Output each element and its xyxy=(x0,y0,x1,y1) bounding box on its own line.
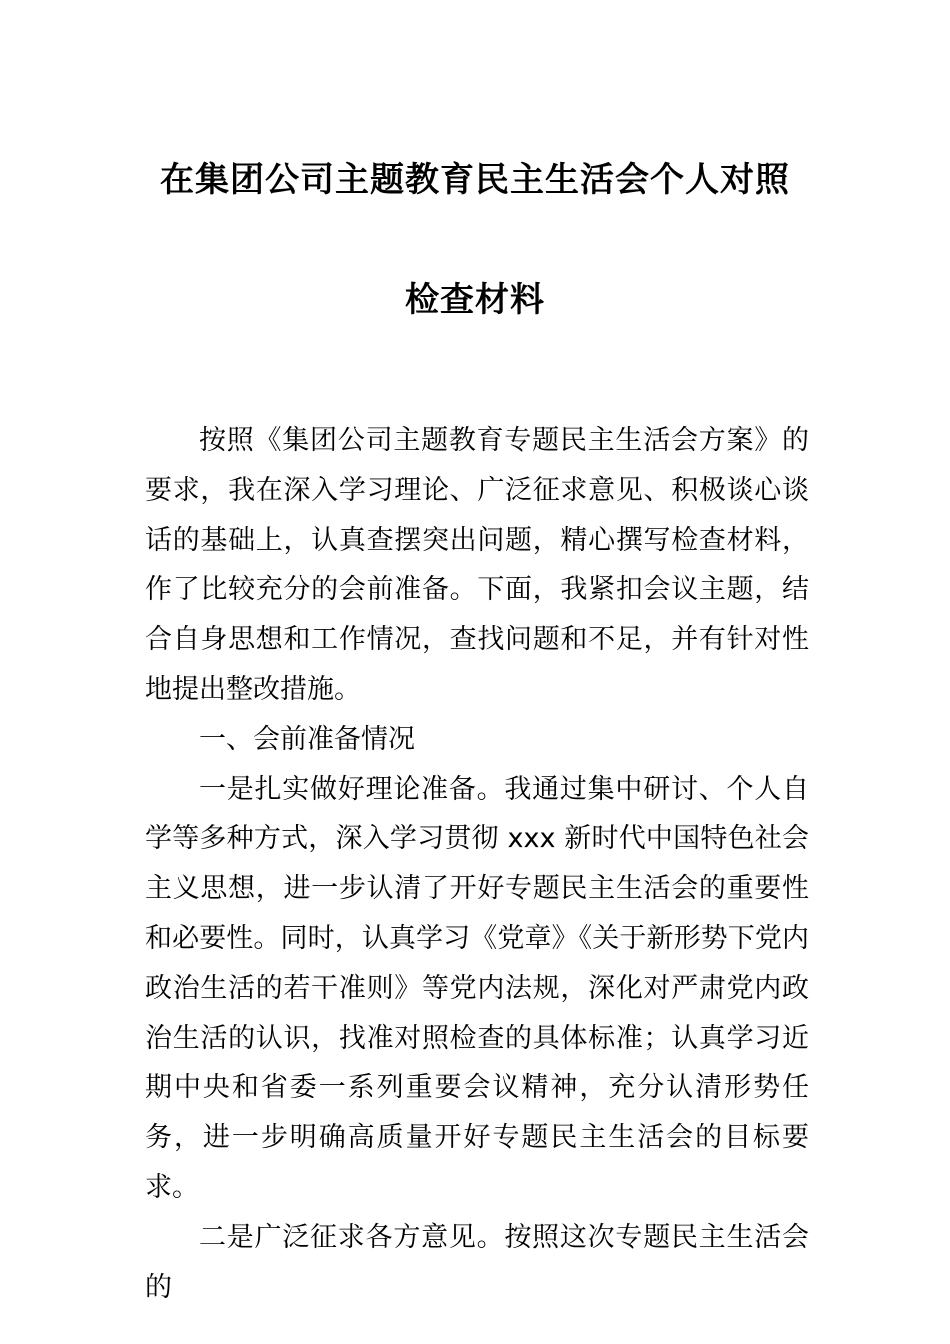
section-heading-preparation: 一、会前准备情况 xyxy=(199,723,415,755)
document-body xyxy=(145,416,809,1312)
document-title-line-1: 在集团公司主题教育民主生活会个人对照 xyxy=(160,160,790,200)
opinion-solicitation-paragraph: 二是广泛征求各方意见。按照这次专题民主生活会的 xyxy=(145,1221,809,1303)
theory-preparation-paragraph: 一是扎实做好理论准备。我通过集中研讨、个人自学等多种方式，深入学习贯彻 xxx 新时代中国特色社会主义思想，进一步认清了开好专题民主生活会的重要性和必要性。同时，认真学习《党章》《关于新形势下党内政治生活的若干准则》等党内法规，深化对严肃党内政治生活的认识，找准对照检查的具体标准；认真学习近期中央和省委一系列重要会议精神，充分认清形势任务，进一步明确高质量开好专题民主生活会的目标要求。 xyxy=(145,773,809,1203)
intro-paragraph: 按照《集团公司主题教育专题民主生活会方案》的要求，我在深入学习理论、广泛征求意见、积极谈心谈话的基础上，认真查摆突出问题，精心撰写检查材料，作了比较充分的会前准备。下面，我紧扣会议主题，结合自身思想和工作情况，查找问题和不足，并有针对性地提出整改措施。 xyxy=(145,425,809,705)
document-title-line-2: 检查材料 xyxy=(405,280,545,320)
